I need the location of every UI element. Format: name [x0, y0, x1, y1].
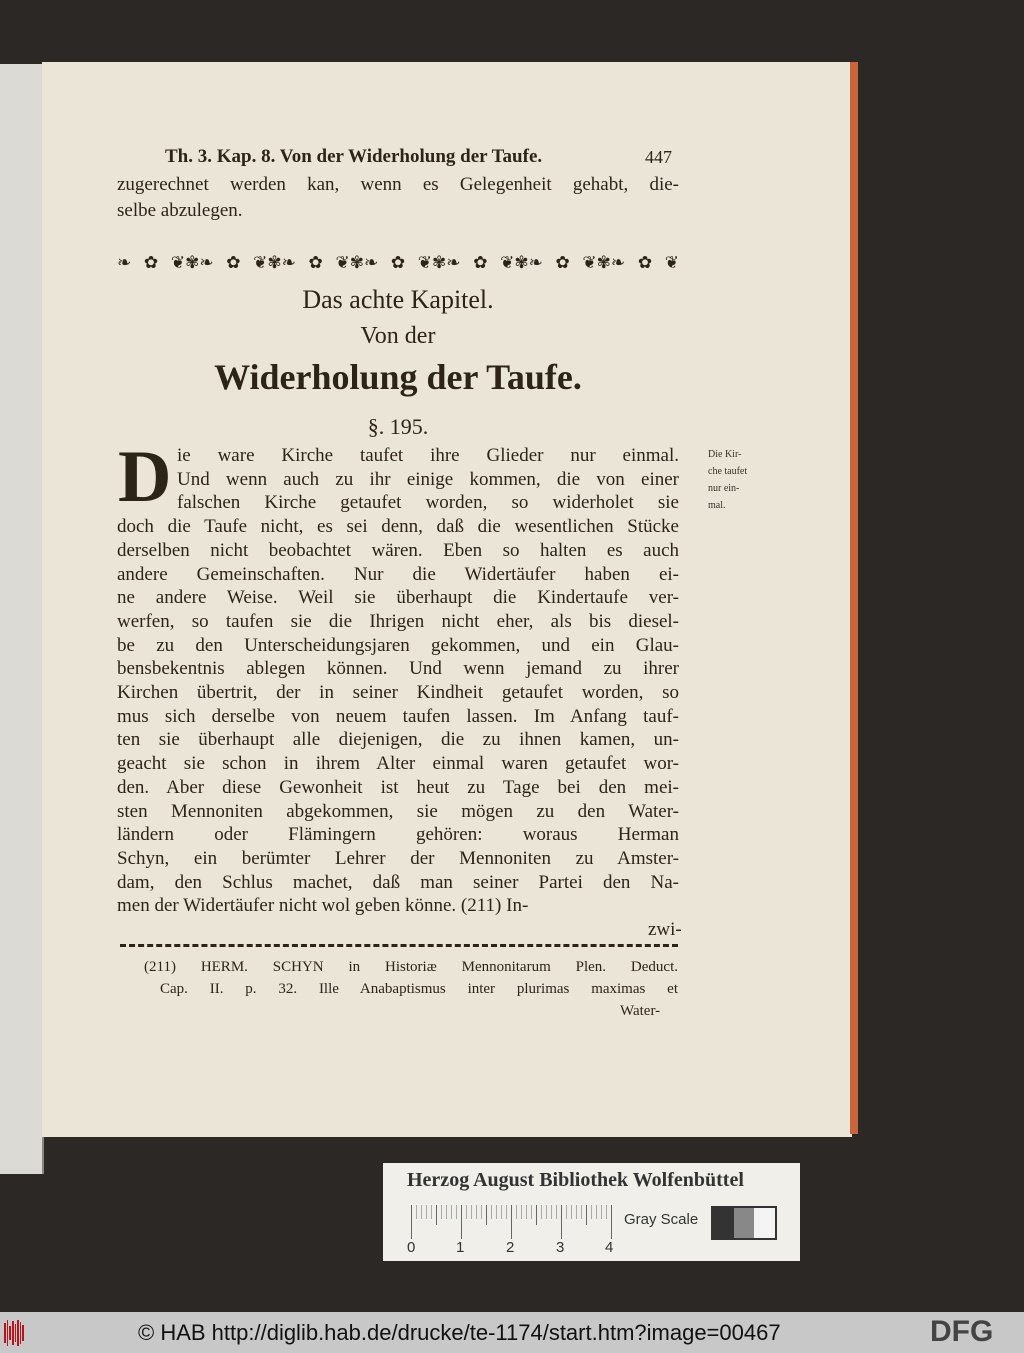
- body-line: sten Mennoniten abgekommen, sie mögen zu den Water-: [117, 800, 679, 822]
- ruler-tick: [601, 1205, 602, 1219]
- ruler-tick: [496, 1205, 497, 1219]
- logo-bar: [20, 1322, 22, 1344]
- body-line: ten sie überhaupt alle diejenigen, die zu ihnen kamen, un-: [117, 729, 679, 751]
- body-line: Und wenn auch zu ihr einige kommen, die von einer: [177, 468, 679, 490]
- chapter-sub: Von der: [360, 323, 436, 349]
- library-color-chart: [383, 1163, 800, 1261]
- marginal-line: che taufet: [708, 466, 748, 477]
- ruler-tick: [486, 1205, 487, 1225]
- ruler-tick: [471, 1205, 472, 1219]
- ruler-tick: [481, 1205, 482, 1219]
- gray-scale-label: Gray Scale: [624, 1211, 699, 1228]
- body-line: doch die Taufe nicht, es sei denn, daß die wesentlichen Stücke: [117, 516, 679, 538]
- footer-copyright-url[interactable]: © HAB http://diglib.hab.de/drucke/te-1174/start.htm?image=00467: [138, 1320, 781, 1345]
- gray-scale-swatches: [711, 1206, 777, 1240]
- marginal-line: nur ein-: [708, 483, 740, 494]
- body-line: falschen Kirche getaufet worden, so widerholet sie: [177, 492, 679, 514]
- ruler-tick: [611, 1205, 612, 1239]
- body-line: dam, den Schlus machet, daß man seiner Partei den Na-: [117, 871, 679, 893]
- ruler-tick: [546, 1205, 547, 1219]
- footer-bar: [0, 1312, 1024, 1353]
- ruler-tick: [576, 1205, 577, 1219]
- chapter-title: Widerholung der Taufe.: [214, 357, 582, 397]
- ruler-tick: [421, 1205, 422, 1219]
- footnote-line: Cap. II. p. 32. Ille Anabaptismus inter plurimas maximas et: [160, 981, 678, 997]
- body-line: ländern oder Flämingern gehören: woraus Herman: [117, 824, 679, 846]
- ruler-number: 2: [506, 1239, 515, 1256]
- logo-bar: [4, 1323, 6, 1343]
- logo-bar: [7, 1320, 9, 1346]
- marginal-line: mal.: [708, 500, 726, 511]
- logo-bar: [12, 1321, 14, 1345]
- body-line: bensbekentnis ablegen können. Und wenn jemand zu ihrer: [117, 658, 679, 680]
- body-line: derselben nicht beobachtet wären. Eben so halten es auch: [117, 539, 679, 561]
- ruler-tick: [506, 1205, 507, 1219]
- logo-bar: [15, 1324, 17, 1342]
- ruler-number: 3: [556, 1239, 565, 1256]
- ruler-tick: [466, 1205, 467, 1219]
- facing-page-edge: [0, 64, 44, 1174]
- body-line: andere Gemeinschaften. Nur die Widertäufer haben ei-: [117, 563, 679, 585]
- ruler-tick: [586, 1205, 587, 1225]
- ruler-tick: [521, 1205, 522, 1219]
- body-line: Kirchen übertrit, der in seiner Kindheit getaufet worden, so: [117, 682, 679, 703]
- body-line: be zu den Unterscheidungsjaren gekommen, und ein Glau-: [117, 634, 679, 656]
- carry-over-line: zugerechnet werden kan, wenn es Gelegenheit gehabt, die-: [117, 174, 679, 195]
- footnote-line: (211) HERM. SCHYN in Historiæ Mennonitarum Plen. Deduct.: [144, 959, 678, 975]
- dfg-logo: DFG: [930, 1315, 994, 1348]
- ruler-tick: [476, 1205, 477, 1219]
- section-number: §. 195.: [367, 414, 429, 439]
- body-line: werfen, so taufen sie die Ihrigen nicht eher, als bis diesel-: [117, 610, 679, 632]
- library-name: Herzog August Bibliothek Wolfenbüttel: [407, 1169, 744, 1191]
- ruler-tick: [426, 1205, 427, 1219]
- ruler-number: 4: [605, 1239, 614, 1256]
- ruler-tick: [536, 1205, 537, 1225]
- ruler-tick: [556, 1205, 557, 1219]
- footnote-line: Water-: [620, 1003, 661, 1019]
- ruler-tick: [526, 1205, 527, 1219]
- ruler-tick: [606, 1205, 607, 1219]
- body-line: geacht sie schon in ihrem Alter einmal waren getaufet wor-: [117, 753, 679, 775]
- ruler-tick: [596, 1205, 597, 1219]
- logo-bar: [22, 1325, 24, 1341]
- swatch-mid: [734, 1208, 755, 1238]
- running-head-title: Th. 3. Kap. 8. Von der Widerholung der Taufe.: [165, 146, 543, 167]
- ruler-tick: [491, 1205, 492, 1219]
- ruler-tick: [441, 1205, 442, 1219]
- body-line: mus sich derselbe von neuem taufen lassen. Im Anfang tauf-: [117, 705, 679, 727]
- marginal-line: Die Kir-: [708, 449, 742, 460]
- ruler-tick: [561, 1205, 562, 1239]
- ruler-tick: [436, 1205, 437, 1225]
- body-line: men der Widertäufer nicht wol geben könne. (211) In-: [117, 895, 529, 917]
- ruler-number: 0: [407, 1239, 416, 1256]
- body-line: ne andere Weise. Weil sie überhaupt die Kindertaufe ver-: [117, 587, 679, 609]
- ruler-tick: [531, 1205, 532, 1219]
- ruler-number: 1: [456, 1239, 465, 1256]
- ruler-tick: [566, 1205, 567, 1219]
- body-line: Schyn, ein berümter Lehrer der Mennoniten zu Amster-: [117, 847, 679, 869]
- ruler-tick: [456, 1205, 457, 1219]
- logo-bar: [17, 1320, 19, 1346]
- ruler-tick: [451, 1205, 452, 1219]
- catchword: zwi-: [648, 919, 682, 940]
- carry-over-line: selbe abzulegen.: [117, 200, 243, 221]
- ornament-band: ❧✿❦✾❧✿❦✾❧✿❦✾❧✿❦✾❧✿❦✾❧✿❦✾❧✿❦: [117, 253, 679, 273]
- ruler-tick: [446, 1205, 447, 1219]
- drop-cap: D: [118, 436, 172, 518]
- page-number: 447: [645, 147, 672, 167]
- footnote-rule: [120, 944, 678, 947]
- ruler-tick: [411, 1205, 412, 1239]
- swatch-light: [754, 1208, 775, 1238]
- ruler-tick: [551, 1205, 552, 1219]
- ruler-tick: [581, 1205, 582, 1219]
- body-line: ie ware Kirche taufet ihre Glieder nur einmal.: [177, 445, 679, 466]
- ruler-tick: [501, 1205, 502, 1219]
- ruler-tick: [591, 1205, 592, 1219]
- marginal-note: [708, 446, 747, 514]
- ruler-tick: [431, 1205, 432, 1219]
- cm-ruler: [411, 1205, 615, 1239]
- page-red-edge: [850, 62, 858, 1134]
- swatch-dark: [713, 1208, 734, 1238]
- ruler-tick: [541, 1205, 542, 1219]
- hab-logo-icon: [4, 1320, 24, 1346]
- ruler-tick: [511, 1205, 512, 1239]
- ruler-tick: [516, 1205, 517, 1219]
- chapter-label: Das achte Kapitel.: [302, 285, 494, 314]
- ruler-tick: [416, 1205, 417, 1219]
- ruler-tick: [571, 1205, 572, 1219]
- ruler-tick: [461, 1205, 462, 1239]
- body-line: den. Aber diese Gewonheit ist heut zu Tage bei den mei-: [117, 776, 679, 798]
- logo-bar: [9, 1326, 11, 1340]
